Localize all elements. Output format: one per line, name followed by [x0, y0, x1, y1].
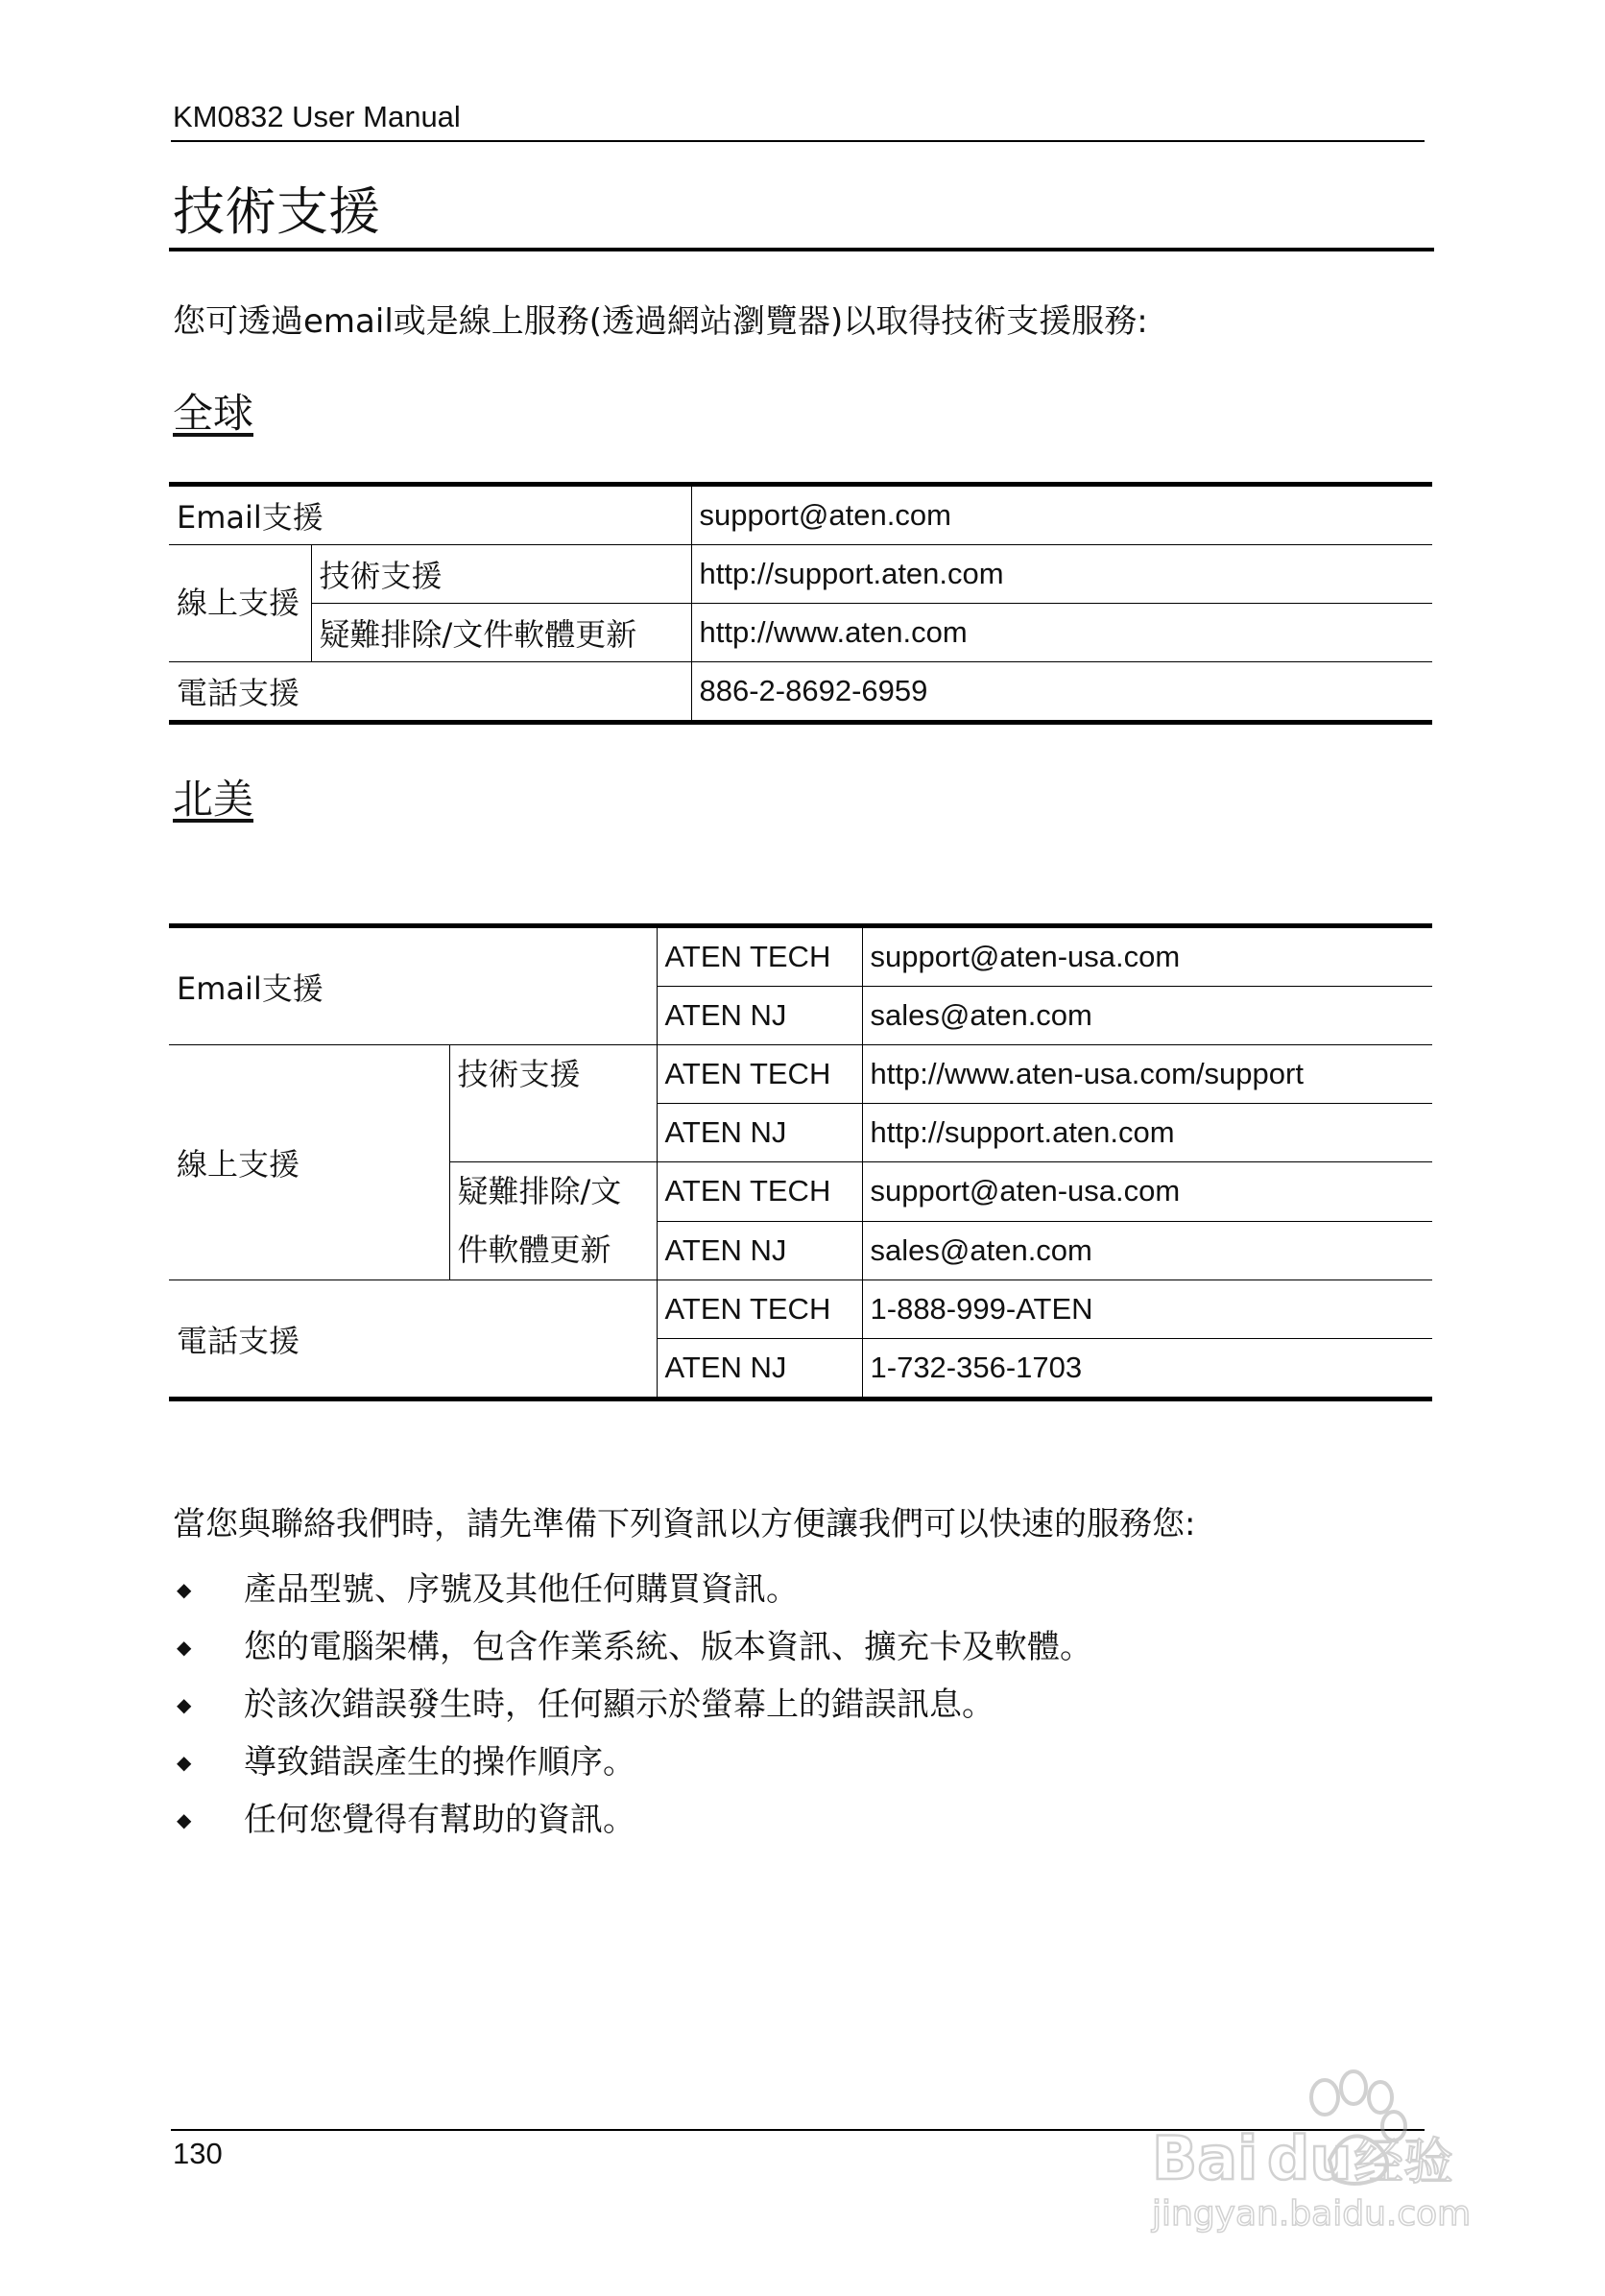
header-rule: [171, 140, 1425, 142]
na-email-label: Email支援: [169, 926, 657, 1045]
na-tech-value-tech: http://www.aten-usa.com/support: [862, 1045, 1432, 1104]
tech-support-label: 技術支援: [311, 545, 691, 604]
manual-title: KM0832 User Manual: [173, 100, 461, 133]
table-row: [169, 662, 1432, 723]
na-email-org-tech: ATEN TECH: [657, 926, 862, 987]
na-phone-value-nj: 1-732-356-1703: [862, 1339, 1432, 1399]
list-item: ◆ 任何您覺得有幫助的資訊。: [173, 1791, 1092, 1849]
na-online-label: 線上支援: [169, 1045, 449, 1280]
na-email-value-tech: support@aten-usa.com: [870, 940, 1181, 973]
page-title: 技術支援: [173, 181, 380, 242]
prepare-text: 當您與聯絡我們時，請先準備下列資訊以方便讓我們可以快速的服務您:: [173, 1505, 1196, 1543]
na-email-org-nj: ATEN NJ: [657, 987, 862, 1045]
phone-support-label: 電話支援: [169, 662, 691, 723]
table-row: [169, 604, 1432, 662]
title-rule: [169, 248, 1434, 251]
na-tech-label: 技術支援: [449, 1045, 657, 1162]
na-tech-org-tech: ATEN TECH: [657, 1045, 862, 1104]
section-heading-north-america: 北美: [173, 776, 254, 823]
svg-text:经验: 经验: [1353, 2134, 1454, 2191]
list-item: ◆ 您的電腦架構，包含作業系統、版本資訊、擴充卡及軟體。: [173, 1618, 1092, 1676]
north-america-support-table: [169, 923, 1432, 1401]
na-trouble-value-nj: sales@aten.com: [862, 1221, 1432, 1280]
na-trouble-org-nj: ATEN NJ: [657, 1221, 862, 1280]
diamond-bullet-icon: ◆: [177, 1693, 192, 1716]
na-phone-org-nj: ATEN NJ: [657, 1339, 862, 1399]
svg-text:du: du: [1267, 2123, 1353, 2193]
table-row: [169, 485, 1432, 545]
email-support-label: Email支援: [169, 485, 691, 545]
na-email-value-nj: sales@aten.com: [862, 987, 1432, 1045]
na-tech-value-nj: http://support.aten.com: [862, 1104, 1432, 1162]
diamond-bullet-icon: ◆: [177, 1578, 192, 1601]
na-tech-org-nj: ATEN NJ: [657, 1104, 862, 1162]
diamond-bullet-icon: ◆: [177, 1751, 192, 1774]
global-support-table: [169, 482, 1432, 725]
na-trouble-org-tech: ATEN TECH: [657, 1162, 862, 1222]
info-bullet-list: [173, 1561, 1092, 1849]
list-item: ◆ 於該次錯誤發生時，任何顯示於螢幕上的錯誤訊息。: [173, 1676, 1092, 1734]
na-phone-value-tech: 1-888-999-ATEN: [862, 1280, 1432, 1339]
page-number: 130: [173, 2137, 223, 2170]
na-phone-org-tech: ATEN TECH: [657, 1280, 862, 1339]
baidu-watermark-logo: [1133, 2045, 1517, 2236]
diamond-bullet-icon: ◆: [177, 1636, 192, 1659]
na-trouble-value-tech: support@aten-usa.com: [862, 1162, 1432, 1222]
troubleshoot-label: 疑難排除/文件軟體更新: [311, 604, 691, 662]
tech-support-value: http://support.aten.com: [691, 545, 1432, 604]
intro-text: 您可透過email或是線上服務(透過網站瀏覽器)以取得技術支援服務:: [173, 302, 1148, 341]
section-heading-global: 全球: [173, 390, 254, 437]
table-row: [169, 545, 1432, 604]
diamond-bullet-icon: ◆: [177, 1808, 192, 1831]
list-item: ◆ 產品型號、序號及其他任何購買資訊。: [173, 1561, 1092, 1618]
svg-text:jingyan.baidu.com: jingyan.baidu.com: [1152, 2194, 1472, 2234]
table-row: [169, 1045, 1432, 1104]
table-row: [169, 1280, 1432, 1339]
na-troubleshoot-label: 疑難排除/文件軟體更新: [449, 1162, 657, 1280]
email-support-value: support@aten.com: [699, 498, 951, 532]
online-support-label: 線上支援: [169, 545, 311, 662]
table-row: [169, 926, 1432, 987]
phone-support-value: 886-2-8692-6959: [691, 662, 1432, 723]
troubleshoot-value: http://www.aten.com: [691, 604, 1432, 662]
na-phone-label: 電話支援: [169, 1280, 657, 1399]
list-item: ◆ 導致錯誤產生的操作順序。: [173, 1734, 1092, 1791]
svg-text:Bai: Bai: [1152, 2123, 1258, 2193]
